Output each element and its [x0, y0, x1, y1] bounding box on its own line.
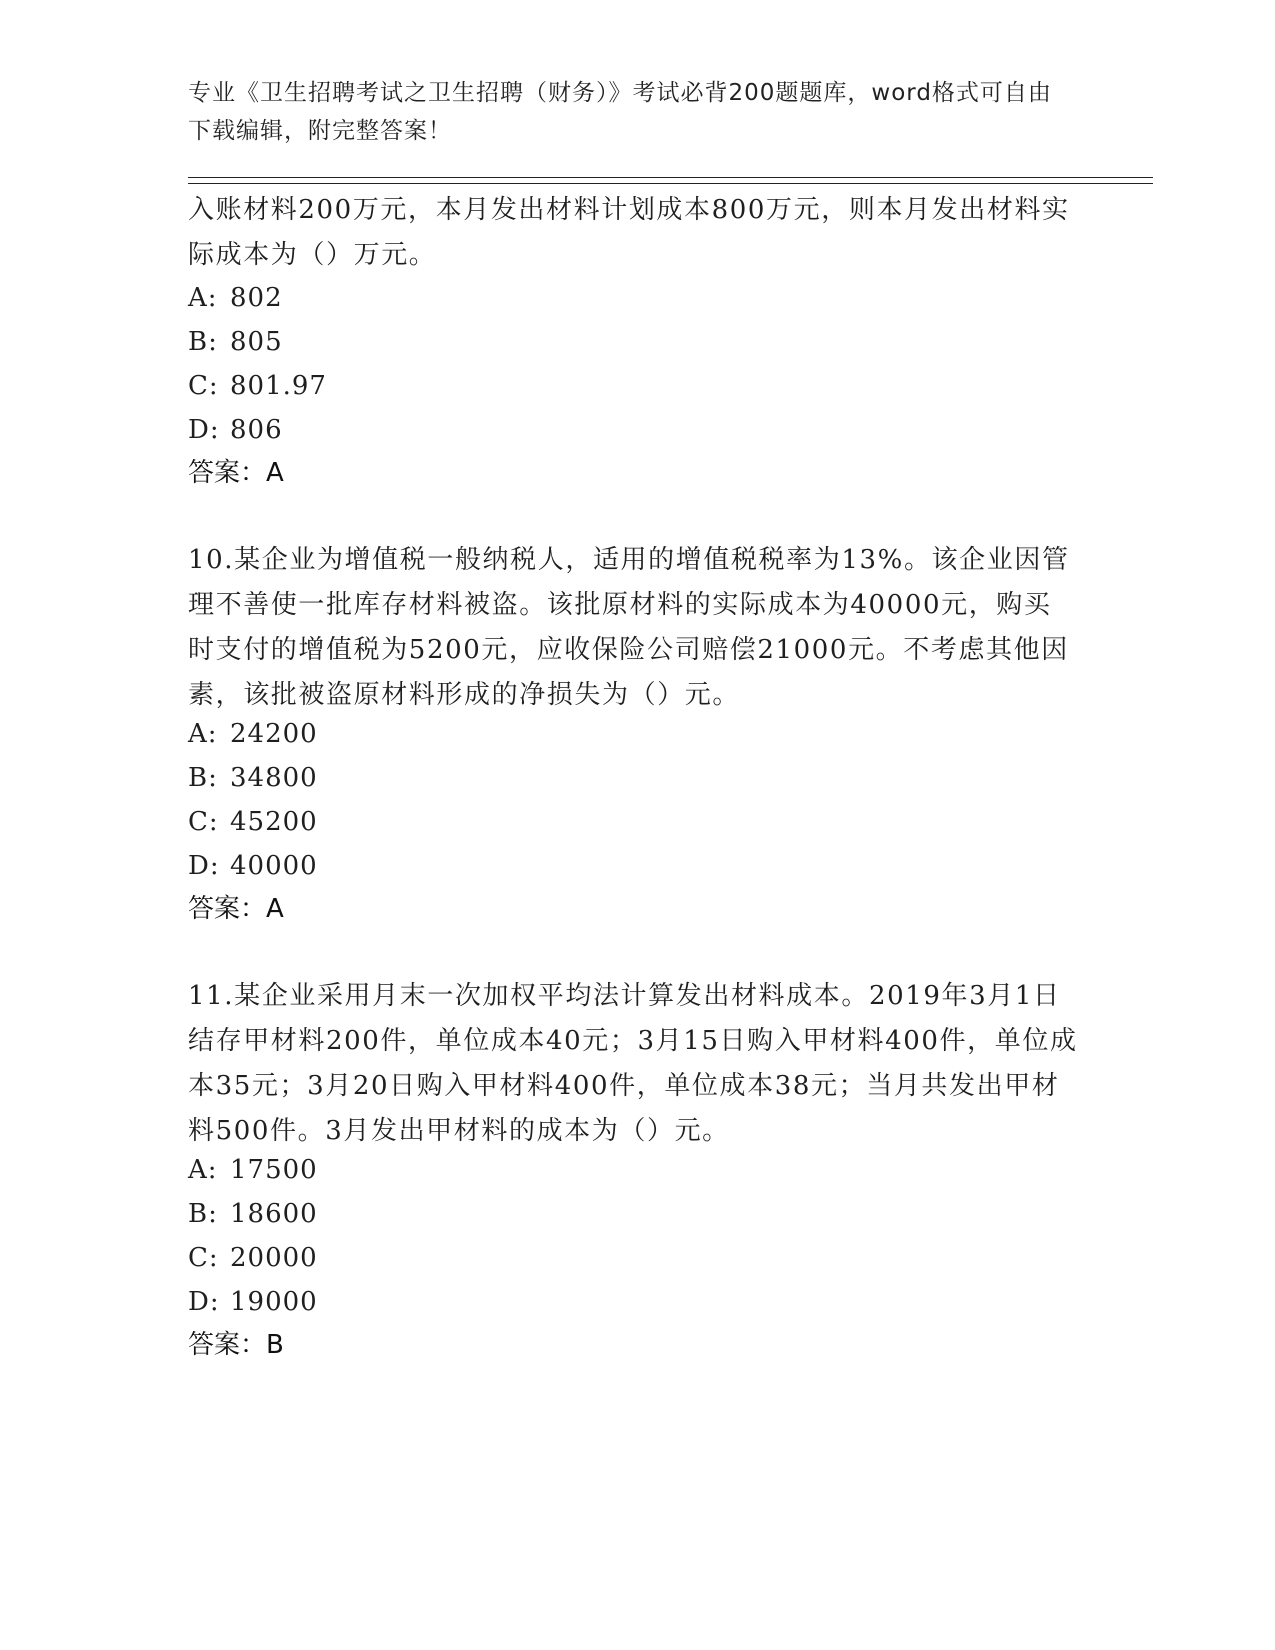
- option-value: 802: [230, 283, 283, 313]
- option-a: [188, 276, 283, 321]
- option-value: 40000: [230, 851, 318, 881]
- option-key: D:: [188, 415, 220, 445]
- option-value: 34800: [230, 763, 318, 793]
- option-key: C:: [188, 807, 219, 837]
- question-stem: 10.某企业为增值税一般纳税人，适用的增值税税率为13%。该企业因管理不善使一批库存材料被盗。该批原材料的实际成本为40000元，购买时支付的增值税为5200元，应收保险公司赔偿21000元。不考虑其他因素，该批被盗原材料形成的净损失为（）元。: [188, 545, 1070, 710]
- option-key: D:: [188, 1287, 220, 1317]
- answer-line: 答案：B: [188, 1330, 284, 1360]
- option-a: [188, 1148, 318, 1193]
- question-stem: 11.某企业采用月末一次加权平均法计算发出材料成本。2019年3月1日结存甲材料200件，单位成本40元；3月15日购入甲材料400件，单位成本35元；3月20日购入甲材料400件，单位成本38元；当月共发出甲材料500件。3月发出甲材料的成本为（）元。: [188, 981, 1078, 1146]
- option-c: [188, 364, 327, 409]
- option-b: [188, 1192, 318, 1237]
- option-value: 18600: [230, 1199, 318, 1229]
- option-value: 19000: [230, 1287, 318, 1317]
- option-value: 806: [230, 415, 283, 445]
- option-c: [188, 800, 318, 845]
- option-b: [188, 756, 318, 801]
- option-value: 24200: [230, 719, 318, 749]
- option-value: 45200: [230, 807, 318, 837]
- option-c: [188, 1236, 318, 1281]
- option-key: D:: [188, 851, 220, 881]
- option-key: B:: [188, 763, 218, 793]
- document-header: 专业《卫生招聘考试之卫生招聘（财务）》考试必背200题题库，word格式可自由下载编辑，附完整答案！: [188, 80, 1052, 144]
- option-key: B:: [188, 327, 218, 357]
- option-value: 801.97: [230, 371, 327, 401]
- option-value: 17500: [230, 1155, 318, 1185]
- option-key: A:: [188, 1155, 218, 1185]
- header-divider-top: [188, 177, 1153, 178]
- option-value: 20000: [230, 1243, 318, 1273]
- option-a: [188, 712, 318, 757]
- option-key: A:: [188, 719, 218, 749]
- option-key: C:: [188, 371, 219, 401]
- option-d: [188, 844, 318, 889]
- option-key: A:: [188, 283, 218, 313]
- answer-line: 答案：A: [188, 458, 284, 488]
- option-d: [188, 408, 283, 453]
- option-key: C:: [188, 1243, 219, 1273]
- question-stem: 入账材料200万元，本月发出材料计划成本800万元，则本月发出材料实际成本为（）万元。: [188, 195, 1070, 270]
- option-key: B:: [188, 1199, 218, 1229]
- option-value: 805: [230, 327, 283, 357]
- option-d: [188, 1280, 318, 1325]
- header-divider-bottom: [188, 183, 1153, 184]
- answer-line: 答案：A: [188, 894, 284, 924]
- option-b: [188, 320, 283, 365]
